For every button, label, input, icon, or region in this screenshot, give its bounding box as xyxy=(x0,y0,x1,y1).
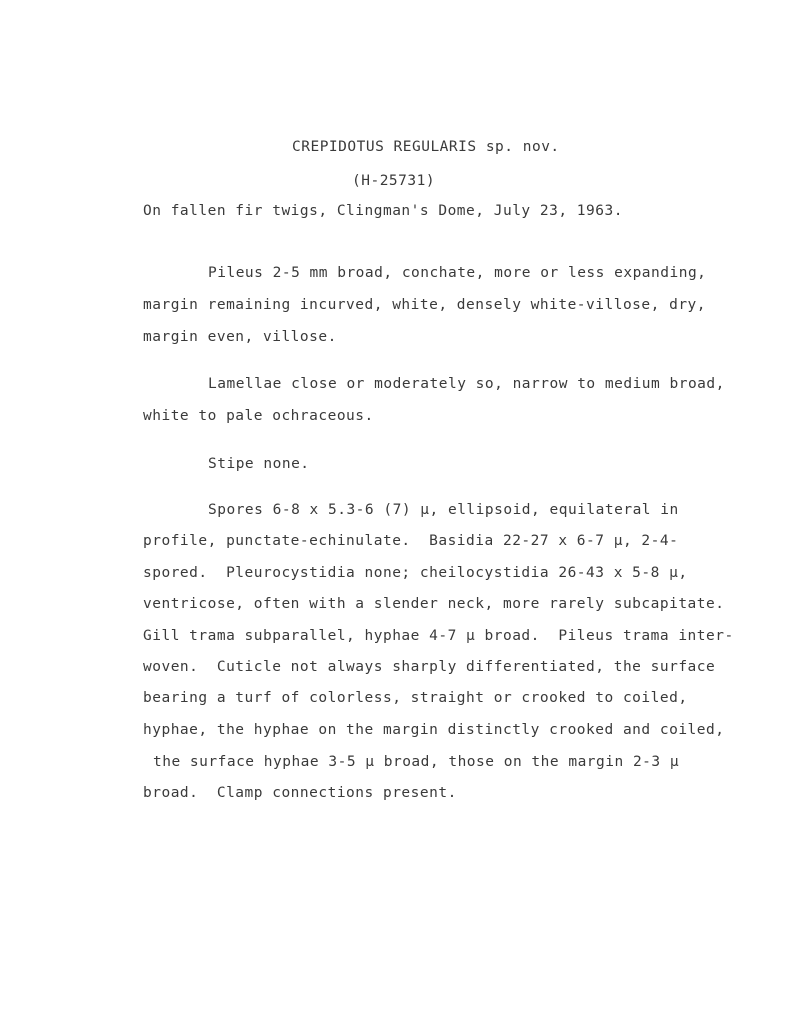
pileus-line: margin remaining incurved, white, densely white-villose, dry, xyxy=(143,297,707,313)
spores-line: woven. Cuticle not always sharply differentiated, the surface xyxy=(143,659,716,675)
spores-line: Spores 6-8 x 5.3-6 (7) µ, ellipsoid, equilateral in xyxy=(208,502,679,518)
spores-line: broad. Clamp connections present. xyxy=(143,785,457,801)
collection-info: On fallen fir twigs, Clingman's Dome, July 23, 1963. xyxy=(143,203,623,219)
spores-line: spored. Pleurocystidia none; cheilocystidia 26-43 x 5-8 µ, xyxy=(143,565,688,581)
stipe-line: Stipe none. xyxy=(208,456,310,472)
spores-line: bearing a turf of colorless, straight or crooked to coiled, xyxy=(143,690,688,706)
herbarium-number: (H-25731) xyxy=(352,173,436,189)
species-title: CREPIDOTUS REGULARIS sp. nov. xyxy=(292,139,560,155)
spores-line: the surface hyphae 3-5 µ broad, those on the margin 2-3 µ xyxy=(153,754,680,770)
pileus-line: Pileus 2-5 mm broad, conchate, more or less expanding, xyxy=(208,265,707,281)
spores-line: Gill trama subparallel, hyphae 4-7 µ broad. Pileus trama inter- xyxy=(143,628,734,644)
spores-line: hyphae, the hyphae on the margin distinctly crooked and coiled, xyxy=(143,722,725,738)
spores-line: ventricose, often with a slender neck, more rarely subcapitate. xyxy=(143,596,725,612)
lamellae-line: Lamellae close or moderately so, narrow to medium broad, xyxy=(208,376,725,392)
lamellae-line: white to pale ochraceous. xyxy=(143,408,374,424)
spores-line: profile, punctate-echinulate. Basidia 22-27 x 6-7 µ, 2-4- xyxy=(143,533,679,549)
pileus-line: margin even, villose. xyxy=(143,329,337,345)
